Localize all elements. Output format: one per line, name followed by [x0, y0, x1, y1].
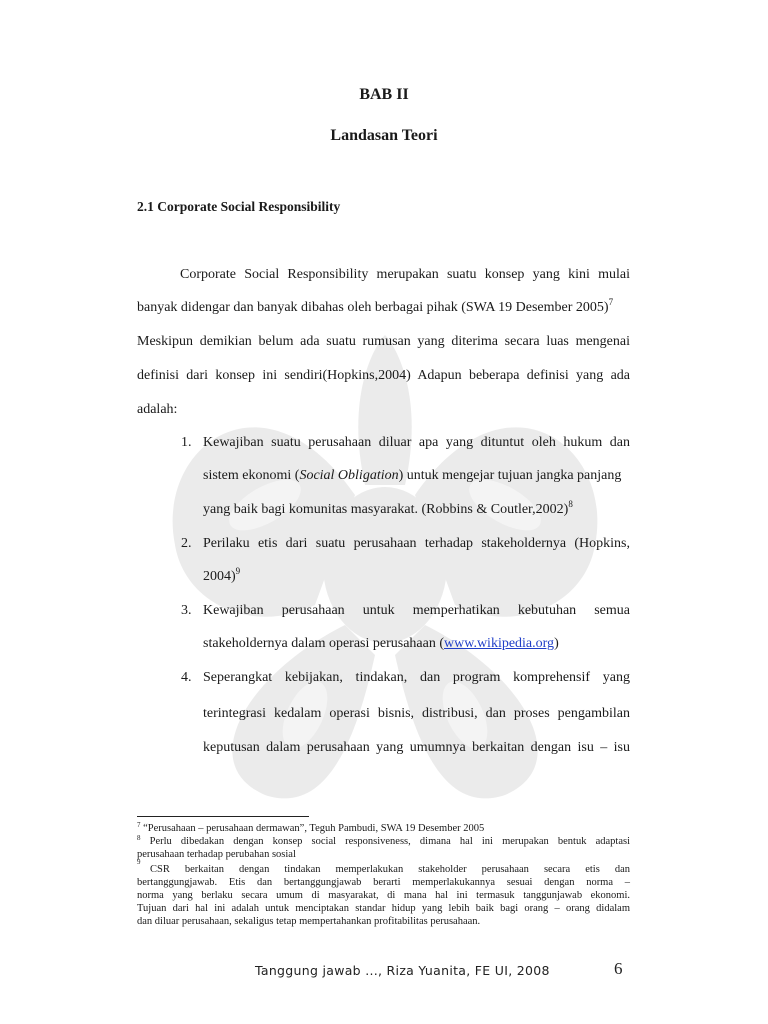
list-marker-1: 1.	[181, 435, 192, 450]
list-marker-4: 4.	[181, 670, 192, 685]
paragraph-line-2-text: banyak didengar dan banyak dibahas oleh berbagai pihak (SWA 19 Desember 2005)	[137, 300, 609, 315]
chapter-label: BAB II	[359, 86, 409, 103]
footnote-8-line-1	[137, 836, 630, 848]
page-footer: Tanggung jawab ..., Riza Yuanita, FE UI, 2008	[255, 963, 550, 978]
list-item-4-line-3: keputusan dalam perusahaan yang umumnya berkaitan dengan isu – isu	[203, 740, 630, 755]
list-item-1-line-1: Kewajiban suatu perusahaan diluar apa yang dituntut oleh hukum dan	[203, 435, 630, 450]
section-heading: 2.1 Corporate Social Responsibility	[137, 199, 341, 214]
paragraph-line-5: adalah:	[137, 402, 178, 417]
list-marker-3: 3.	[181, 603, 192, 618]
footnote-9-line-3: norma yang berlaku secara umum di masyarakat, di mana hal ini termasuk tanggunjawab ekonomi.	[137, 890, 630, 901]
footnote-ref-8: 8	[568, 499, 573, 509]
list-item-1-line-2-pre: sistem ekonomi (	[203, 468, 300, 483]
footnote-9-number: 9	[137, 858, 141, 866]
list-item-2-line-1: Perilaku etis dari suatu perusahaan terhadap stakeholdernya (Hopkins,	[203, 536, 630, 551]
paragraph-line-3: Meskipun demikian belum ada suatu rumusan yang diterima secara luas mengenai	[137, 334, 630, 349]
footnote-ref-9: 9	[235, 566, 241, 576]
paragraph-line-4: definisi dari konsep ini sendiri(Hopkins,2004) Adapun beberapa definisi yang ada	[137, 368, 630, 383]
list-item-4-line-2: terintegrasi kedalam operasi bisnis, distribusi, dan proses pengambilan	[203, 706, 630, 721]
social-obligation-term: Social Obligation	[299, 468, 399, 483]
wikipedia-link[interactable]: www.wikipedia.org	[444, 636, 555, 651]
footnote-8-line-2: perusahaan terhadap perubahan sosial	[137, 849, 296, 860]
list-item-4-line-1: Seperangkat kebijakan, tindakan, dan program komprehensif yang	[203, 670, 630, 685]
list-item-1-line-3	[203, 501, 573, 519]
list-item-3-line-2-pre: stakeholdernya dalam operasi perusahaan (	[203, 636, 445, 651]
footnote-ref-7: 7	[608, 297, 614, 307]
footnote-7-text: “Perusahaan – perusahaan dermawan”, Teguh Pambudi, SWA 19 Desember 2005	[140, 823, 485, 834]
footnote-9-line-4: Tujuan dari hal ini adalah untuk menciptakan standar hidup yang lebih baik bagi orang – orang didalam	[137, 903, 630, 914]
footnote-8-text: Perlu dibedakan dengan konsep social responsiveness, dimana hal ini merupakan bentuk adaptasi	[140, 836, 630, 847]
footnote-separator	[137, 816, 309, 817]
page-number: 6	[614, 959, 623, 978]
footnote-7	[137, 823, 484, 835]
footnote-9-number-line	[137, 860, 141, 872]
paragraph-line-1: Corporate Social Responsibility merupakan suatu konsep yang kini mulai	[180, 267, 630, 282]
paragraph-line-2	[137, 299, 613, 317]
list-item-1-line-3-text: yang baik bagi komunitas masyarakat. (Robbins & Coutler,2002)	[203, 502, 569, 517]
list-item-1-line-2	[203, 467, 621, 485]
list-item-3-line-1: Kewajiban perusahaan untuk memperhatikan kebutuhan semua	[203, 603, 630, 618]
list-item-3-line-2-post: )	[554, 636, 559, 651]
footnote-9-line-1: CSR berkaitan dengan tindakan memperlakukan stakeholder perusahaan secara etis dan	[150, 864, 630, 875]
footnote-7-number: 7	[137, 821, 141, 829]
chapter-title: Landasan Teori	[330, 127, 438, 144]
university-seal-watermark	[150, 330, 620, 800]
list-item-1-line-2-post: ) untuk mengejar tujuan jangka panjang	[398, 468, 622, 483]
list-marker-2: 2.	[181, 536, 192, 551]
list-item-2-line-2	[203, 568, 240, 586]
list-item-2-line-2-text: 2004)	[203, 569, 236, 584]
footnote-9-line-5: dan diluar perusahaan, sekaligus tetap mempertahankan profitabilitas perusahaan.	[137, 916, 481, 927]
footnote-8-number: 8	[137, 834, 141, 842]
footnote-9-line-2: bertanggungjawab. Etis dan bertanggungjawab berarti memperlakukannya sesuai dengan norma –	[137, 877, 630, 888]
list-item-3-line-2	[203, 635, 559, 653]
